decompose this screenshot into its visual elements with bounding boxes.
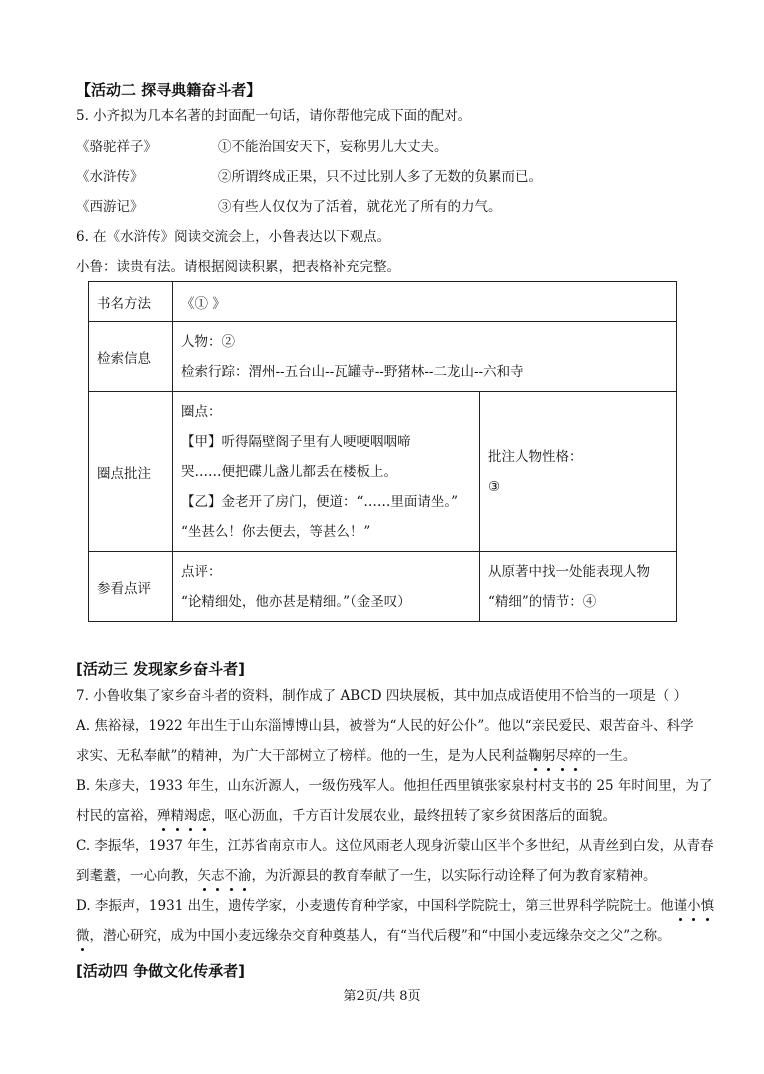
pair-book: 《水浒传》 bbox=[76, 169, 144, 185]
option-text: ，呕心沥血，千方百计发展农业，最终扭转了家乡贫困落后的面貌。 bbox=[211, 808, 616, 824]
option-text: D. 李振声，1931 出生，遗传学家，小麦遗传育种学家，中国科学院院士，第三世界科学院院士。他 bbox=[76, 898, 674, 914]
option-d-line-2 bbox=[76, 930, 671, 944]
table-cell-book-title: 《① 》 bbox=[173, 282, 677, 322]
table-row bbox=[89, 552, 677, 622]
question-5: 5. 小齐拟为几本名著的封面配一句话，请你帮他完成下面的配对。 bbox=[76, 108, 472, 124]
excerpt-line: 【甲】听得隔壁阁子里有人哽哽咽咽啼 bbox=[181, 433, 411, 450]
activity3-heading: [活动三 发现家乡奋斗者] bbox=[76, 660, 245, 678]
commentary-quote: “论精细处，他亦甚是精细。”（金圣叹） bbox=[181, 593, 411, 610]
option-text: 村民的富裕， bbox=[76, 808, 157, 824]
dotted-char: 谨 bbox=[673, 898, 688, 914]
plot-prompt-line: 从原著中找一处能表现人物 bbox=[488, 563, 650, 580]
annotation-prompt: 批注人物性格： bbox=[488, 448, 583, 465]
plot-prompt-line: “精细”的情节：④ bbox=[488, 593, 597, 610]
table-row bbox=[89, 322, 677, 392]
question-7: 7. 小鲁收集了家乡奋斗者的资料，制作成了 ABCD 四块展板，其中加点成语使用不恰当的一项是（ ） bbox=[76, 688, 688, 704]
table-label-book-method: 书名方法 bbox=[89, 282, 173, 322]
dotted-char: 鞠 bbox=[528, 748, 542, 764]
option-text: ，潜心研究，成为中国小麦远缘杂交育种奠基人，有“当代后稷”和“中国小麦远缘杂交之父”之称。 bbox=[89, 928, 671, 944]
option-b-line-1: B. 朱彦夫，1933 年生，山东沂源人，一级伤残军人。他担任西里镇张家泉村村支书的 25 年时间里，为了 bbox=[76, 778, 713, 794]
table-cell-commentary bbox=[173, 552, 480, 622]
dotted-char: 竭 bbox=[184, 808, 198, 824]
excerpt-line: 哭……便把碟儿盏儿都丢在楼板上。 bbox=[181, 463, 397, 480]
table-character-line: 人物：② bbox=[181, 333, 235, 350]
table-cell-search-info bbox=[173, 322, 677, 392]
table-row bbox=[89, 282, 677, 322]
dotted-char: 小 bbox=[687, 898, 701, 914]
table-label-commentary: 参看点评 bbox=[89, 552, 173, 622]
pair-book: 《西游记》 bbox=[76, 199, 144, 215]
excerpt-line: 圈点： bbox=[181, 403, 222, 420]
table-label-search-info: 检索信息 bbox=[89, 322, 173, 392]
table-route-line: 检索行踪：渭州--五台山--瓦罐寺--野猪林--二龙山--六和寺 bbox=[181, 363, 524, 380]
table-label-annotation: 圈点批注 bbox=[89, 392, 173, 552]
table-cell-character-annotation bbox=[480, 392, 677, 552]
dotted-char: 矢 bbox=[197, 868, 211, 884]
commentary-label: 点评： bbox=[181, 563, 222, 580]
pair-quote: ③有些人仅仅为了活着，就花光了所有的力气。 bbox=[218, 199, 502, 215]
option-c-line-2 bbox=[76, 870, 657, 884]
option-d-line-1 bbox=[76, 900, 714, 914]
option-text: ，为沂源县的教育奉献了一生，以实际行动诠释了何为教育家精神。 bbox=[251, 868, 657, 884]
dotted-char: 瘁 bbox=[568, 748, 583, 764]
activity4-heading: [活动四 争做文化传承者] bbox=[76, 962, 245, 980]
dotted-char: 虑 bbox=[197, 808, 211, 824]
dotted-char: 殚 bbox=[157, 808, 171, 824]
dotted-char: 精 bbox=[170, 808, 184, 824]
option-text: 求实、无私奉献”的精神，为广大干部树立了榜样。他的一生，是为人民利益 bbox=[76, 748, 529, 764]
table-row bbox=[89, 392, 677, 552]
option-text: 的一生。 bbox=[582, 748, 637, 764]
dotted-char: 志 bbox=[211, 868, 225, 884]
option-text: 到耄耋，一心向教， bbox=[76, 868, 198, 884]
option-c-line-1: C. 李振华，1937 年生，江苏省南京市人。这位风雨老人现身沂蒙山区半个多世纪，从青丝到白发，从青春 bbox=[76, 838, 714, 854]
excerpt-line: 【乙】金老开了房门，便道：“……里面请坐。” bbox=[181, 493, 459, 510]
dotted-char: 渝 bbox=[238, 868, 252, 884]
pair-quote: ②所谓终成正果，只不过比别人多了无数的负累而已。 bbox=[218, 169, 542, 185]
dotted-char: 不 bbox=[224, 868, 238, 884]
pair-row-1 bbox=[0, 141, 764, 157]
pair-quote: ①不能治国安天下，妄称男儿大丈夫。 bbox=[218, 139, 448, 155]
dotted-char: 尽 bbox=[555, 748, 569, 764]
question-6-intro: 小鲁：读贵有法。请根据阅读积累，把表格补充完整。 bbox=[76, 259, 400, 275]
page-footer: 第2页/共 8页 bbox=[343, 989, 421, 1004]
activity2-heading: 【活动二 探寻典籍奋斗者】 bbox=[76, 81, 262, 99]
dotted-char: 微 bbox=[76, 928, 90, 944]
option-a-line-2 bbox=[76, 750, 636, 764]
annotation-blank: ③ bbox=[488, 478, 501, 495]
question-6: 6. 在《水浒传》阅读交流会上，小鲁表达以下观点。 bbox=[76, 229, 391, 245]
reading-method-table bbox=[88, 281, 677, 622]
pair-row-3 bbox=[0, 201, 764, 217]
table-cell-excerpts bbox=[173, 392, 480, 552]
table-cell-plot-prompt bbox=[480, 552, 677, 622]
option-b-line-2 bbox=[76, 810, 616, 824]
pair-book: 《骆驼祥子》 bbox=[76, 139, 157, 155]
option-a-line-1: A. 焦裕禄，1922 年出生于山东淄博博山县，被誉为“人民的好公仆”。他以“亲民爱民、艰苦奋斗、科学 bbox=[76, 718, 694, 734]
dotted-char: 慎 bbox=[700, 898, 715, 914]
excerpt-line: “坐甚么！你去便去，等甚么！” bbox=[181, 523, 371, 540]
dotted-char: 躬 bbox=[541, 748, 556, 764]
pair-row-2 bbox=[0, 171, 764, 187]
